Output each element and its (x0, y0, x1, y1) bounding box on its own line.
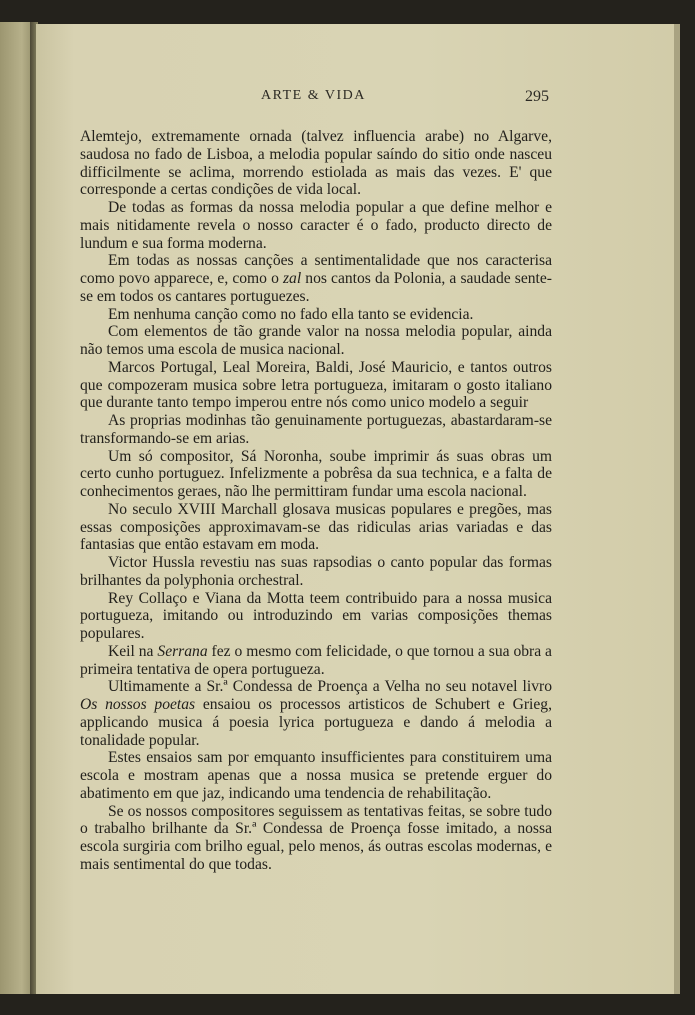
paragraph: Com elementos de tão grande valor na nossa melodia popular, ainda não temos uma escola de musica nacional. (80, 323, 552, 358)
page-edge (674, 24, 680, 994)
paragraph: Alemtejo, extremamente ornada (talvez influencia arabe) no Algarve, saudosa no fado de Lisboa, a melodia popular saíndo do sitio onde nasceu difficilmente se aclima, morrendo estiolada as mais das vezes. E' que corresponde a certas condições de vida local. (80, 128, 552, 199)
paragraph-text: ensaiou os processos artisticos de Schubert e Grieg, applicando musica á poesia lyrica portugueza e dando á melodia a tonalidade popular. (80, 696, 553, 749)
paragraph-text: nos cantos da Polonia, a saudade sente-se em todos os cantares portuguezes. (80, 270, 552, 305)
body-text (80, 128, 552, 874)
paragraph-text: Ultimamente a Sr.ª Condessa de Proença a Velha no seu notavel livro (108, 678, 552, 696)
paragraph: No seculo XVIII Marchall glosava musicas populares e pregões, mas essas composições approximavam-se das ridiculas arias variadas e das fantasias que então estavam em moda. (80, 500, 552, 554)
paragraph: Victor Hussla revestiu nas suas rapsodias o canto popular das formas brilhantes da polyphonia orchestral. (80, 554, 552, 589)
italic-title: Os nossos poetas (80, 696, 196, 713)
paragraph: Se os nossos compositores seguissem as tentativas feitas, se sobre tudo o trabalho brilhante da Sr.ª Condessa de Proença fosse imitado, a nossa escola surgiria com brilho egual, pelo menos, ás outras escolas modernas, e mais sentimental do que todas. (80, 802, 552, 873)
page-number: 295 (525, 88, 549, 105)
paragraph: As proprias modinhas tão genuinamente portuguezas, abastardaram-se transformando-se em arias. (80, 412, 552, 447)
running-title: ARTE & VIDA (261, 88, 366, 103)
paragraph: De todas as formas da nossa melodia popular a que define melhor e mais nitidamente revela o nosso caracter é o fado, producto directo de lundum e sua forma moderna. (80, 199, 552, 252)
paragraph-text: Keil na (108, 642, 158, 660)
running-head (36, 88, 674, 110)
paragraph (80, 252, 552, 305)
italic-title: Serrana (157, 642, 208, 660)
paragraph-text: Em todas as nossas canções a sentimentalidade que nos caracterisa como povo apparece, e, como o (80, 252, 552, 287)
paragraph (80, 678, 552, 749)
italic-term: zal (282, 270, 302, 287)
paragraph: Em nenhuma canção como no fado ella tanto se evidencia. (108, 305, 474, 323)
paragraph: Estes ensaios sam por emquanto insufficientes para constituirem uma escola e mostram apenas que a nossa musica se pretende erguer do abatimento em que jaz, indicando uma tendencia de rehabilitação. (80, 749, 552, 802)
book-page (36, 24, 674, 994)
paragraph: Um só compositor, Sá Noronha, soube imprimir ás suas obras um certo cunho portuguez. Infelizmente a pobrêsa da sua technica, e a falta de conhecimentos geraes, não lhe permittiram fundar uma escola nacional. (80, 447, 552, 500)
paragraph: Marcos Portugal, Leal Moreira, Baldi, José Mauricio, e tantos outros que compozeram musica sobre letra portugueza, imitaram o gosto italiano que durante tanto tempo imperou entre nós como unico modelo a seguir (80, 358, 552, 412)
paragraph (80, 643, 552, 679)
paragraph: Rey Collaço e Viana da Motta teem contribuido para a nossa musica portugueza, imitando ou introduzindo em varias composições themas populares. (80, 589, 552, 642)
paragraph-text: fez o mesmo com felicidade, o que tornou a sua obra a primeira tentativa de opera portugueza. (80, 642, 552, 678)
